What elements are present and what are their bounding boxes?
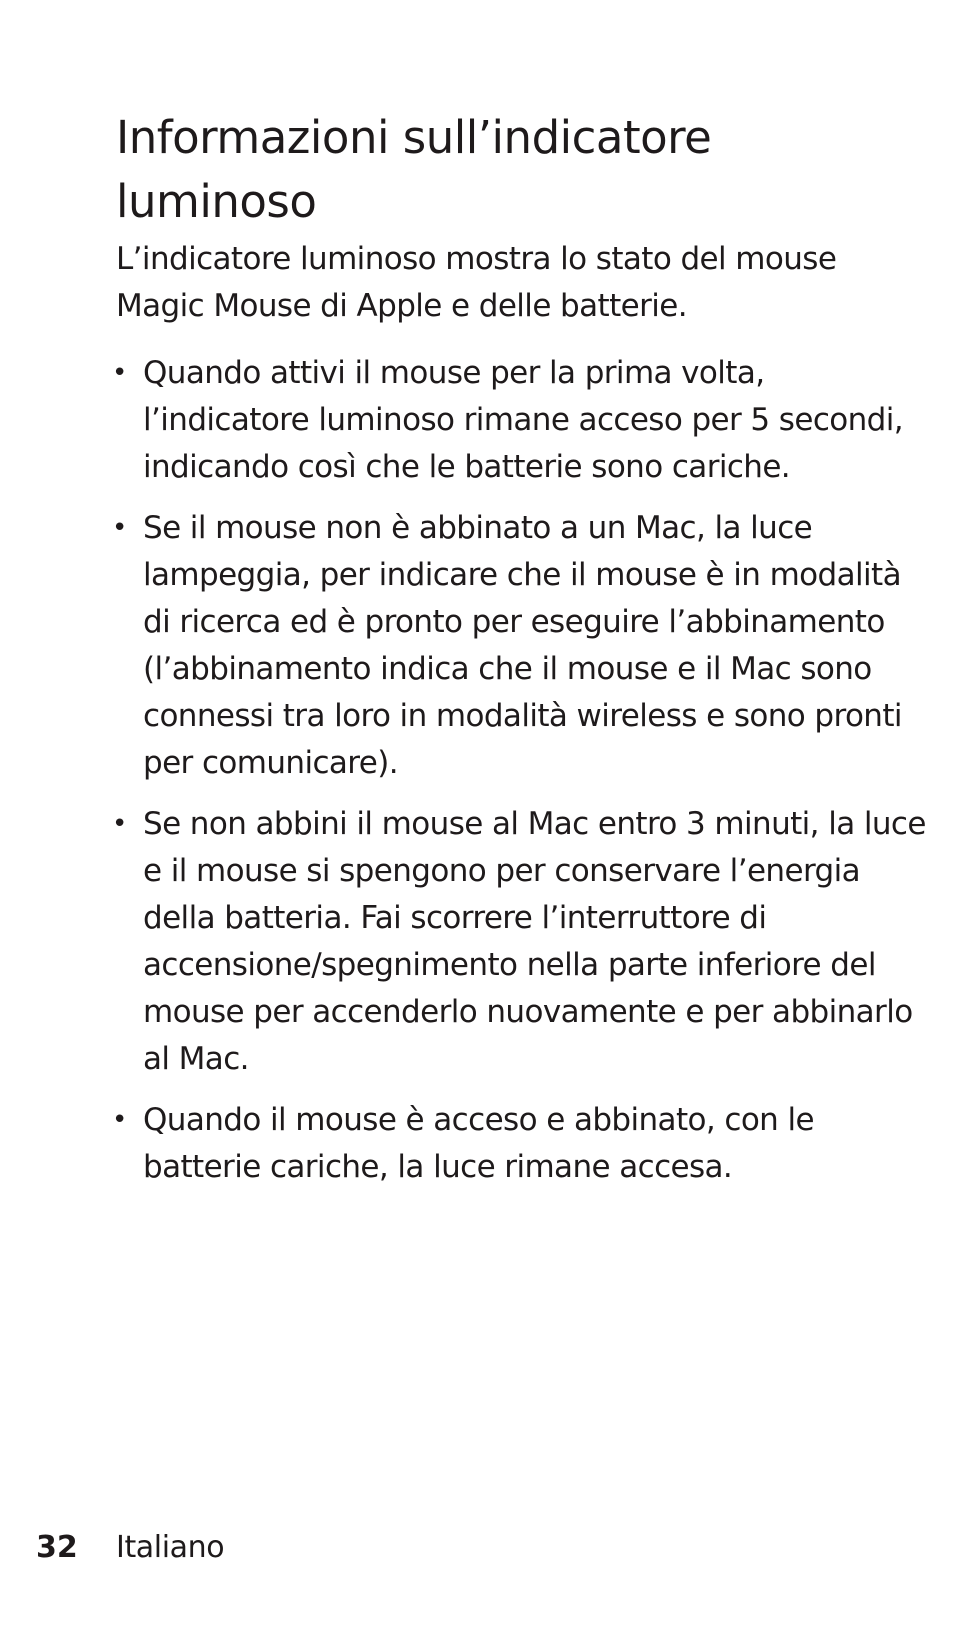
bullet-icon: • [112, 809, 127, 839]
intro-paragraph: L’indicatore luminoso mostra lo stato del mouse Magic Mouse di Apple e delle batterie. [116, 241, 837, 324]
list-item-text: Quando il mouse è acceso e abbinato, con le batterie cariche, la luce rimane accesa. [143, 1102, 814, 1185]
list-item [112, 350, 932, 491]
page-number: 32 [36, 1530, 78, 1565]
list-item [112, 801, 932, 1083]
page-title: Informazioni sull’indicatore luminoso [116, 111, 712, 228]
list-item-text: Quando attivi il mouse per la prima volta, l’indicatore luminoso rimane acceso per 5 secondi, indicando così che le batterie sono cariche. [143, 355, 904, 485]
bullet-icon: • [112, 358, 127, 388]
list-item [112, 505, 932, 787]
bullet-list [112, 350, 932, 1205]
section-name: Italiano [116, 1530, 225, 1565]
list-item-text: Se non abbini il mouse al Mac entro 3 minuti, la luce e il mouse si spengono per conservare l’energia della batteria. Fai scorrere l’interruttore di accensione/spegnimento nella parte inferiore del mouse per accenderlo nuovamente e per abbinarlo al Mac. [143, 806, 926, 1077]
list-item-text: Se il mouse non è abbinato a un Mac, la luce lampeggia, per indicare che il mouse è in modalità di ricerca ed è pronto per eseguire l’abbinamento (l’abbinamento indica che il mouse e il Mac sono connessi tra loro in modalità wireless e sono pronti per comunicare). [143, 510, 902, 781]
bullet-icon: • [112, 513, 127, 543]
list-item [112, 1097, 932, 1191]
bullet-icon: • [112, 1105, 127, 1135]
